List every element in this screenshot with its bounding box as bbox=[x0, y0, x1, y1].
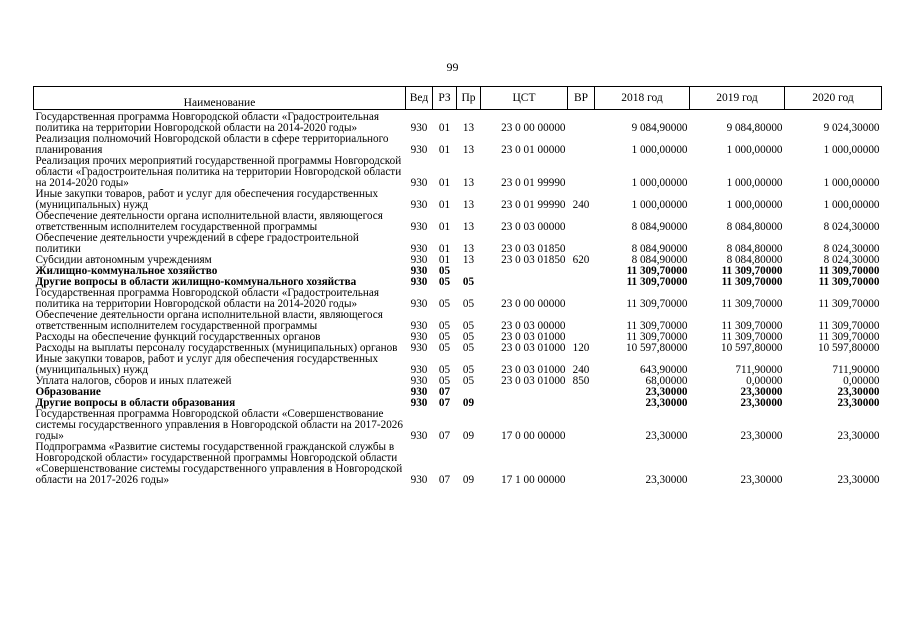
cell-name: Жилищно-коммунальное хозяйство bbox=[35, 266, 218, 277]
cell-name: Другие вопросы в области образования bbox=[35, 398, 236, 409]
table-row bbox=[34, 255, 882, 266]
cell-ved: 930 bbox=[410, 343, 428, 354]
cell-2019: 711,90000 bbox=[735, 364, 783, 376]
cell-ved: 930 bbox=[410, 332, 428, 343]
cell-2018: 11 309,70000 bbox=[626, 277, 688, 288]
cell-2018: 11 309,70000 bbox=[626, 266, 688, 277]
cell-name: Государственная программа Новгородской области «Градостроительная политика на территории Новгородской области на 2014-2020 годы» bbox=[35, 288, 380, 310]
cell-vr bbox=[568, 233, 595, 255]
table-row bbox=[34, 354, 882, 376]
cell-rz: 01 bbox=[438, 177, 451, 189]
cell-2019: 8 084,80000 bbox=[726, 255, 783, 266]
cell-2018: 11 309,70000 bbox=[626, 332, 688, 343]
cell-2019: 23,30000 bbox=[740, 398, 783, 409]
cell-rz: 01 bbox=[438, 144, 451, 156]
budget-table bbox=[33, 86, 882, 486]
cell-rz: 05 bbox=[438, 376, 451, 387]
cell-2020: 10 597,80000 bbox=[817, 343, 880, 354]
cell-vr bbox=[568, 409, 595, 442]
cell-cst: 23 0 03 01000 bbox=[501, 332, 566, 343]
cell-ved: 930 bbox=[410, 177, 428, 189]
cell-name: Иные закупки товаров, работ и услуг для обеспечения государственных (муниципальных) нужд bbox=[35, 189, 379, 211]
cell-cst: 23 0 03 01850 bbox=[501, 243, 566, 255]
cell-ved: 930 bbox=[410, 298, 428, 310]
table-row bbox=[34, 310, 882, 332]
cell-2019: 23,30000 bbox=[740, 387, 783, 398]
cell-name: Государственная программа Новгородской области «Совершенствование системы государственного управления в Новгородской области на 2017-2026 годы» bbox=[35, 409, 403, 442]
cell-pr: 05 bbox=[462, 298, 475, 310]
cell-ved: 930 bbox=[410, 266, 428, 277]
cell-2020: 11 309,70000 bbox=[818, 332, 880, 343]
cell-name: Уплата налогов, сборов и иных платежей bbox=[35, 376, 232, 387]
cell-cst bbox=[481, 277, 568, 288]
cell-ved: 930 bbox=[410, 243, 428, 255]
cell-2020: 23,30000 bbox=[837, 398, 880, 409]
cell-ved: 930 bbox=[410, 474, 428, 486]
table-row bbox=[34, 343, 882, 354]
cell-cst: 23 0 03 01000 bbox=[501, 364, 566, 376]
cell-vr: 240 bbox=[572, 199, 590, 211]
cell-name: Обеспечение деятельности учреждений в сфере градостроительной политики bbox=[35, 233, 359, 255]
table-row bbox=[34, 376, 882, 387]
cell-pr bbox=[457, 387, 481, 398]
cell-pr: 05 bbox=[462, 343, 475, 354]
cell-2020: 8 024,30000 bbox=[823, 255, 880, 266]
cell-2018: 68,00000 bbox=[645, 376, 688, 387]
table-header-row bbox=[34, 87, 882, 110]
cell-2020: 11 309,70000 bbox=[818, 298, 880, 310]
cell-2018: 10 597,80000 bbox=[625, 343, 688, 354]
cell-vr bbox=[568, 110, 595, 135]
cell-2018: 8 084,90000 bbox=[631, 255, 688, 266]
cell-pr: 09 bbox=[462, 398, 475, 409]
cell-ved: 930 bbox=[410, 277, 428, 288]
cell-name: Расходы на обеспечение функций государственных органов bbox=[35, 332, 321, 343]
cell-cst bbox=[481, 387, 568, 398]
cell-rz: 05 bbox=[438, 343, 451, 354]
cell-cst: 23 0 01 99990 bbox=[501, 199, 566, 211]
cell-2020: 8 024,30000 bbox=[823, 243, 880, 255]
cell-vr bbox=[568, 156, 595, 189]
cell-name: Иные закупки товаров, работ и услуг для обеспечения государственных (муниципальных) нужд bbox=[35, 354, 379, 376]
cell-name: Обеспечение деятельности органа исполнительной власти, являющегося ответственным исполнителем государственной программы bbox=[35, 310, 383, 332]
cell-ved: 930 bbox=[410, 255, 428, 266]
table-row bbox=[34, 134, 882, 156]
cell-2019: 23,30000 bbox=[740, 430, 783, 442]
cell-2018: 23,30000 bbox=[645, 430, 688, 442]
cell-pr: 05 bbox=[462, 376, 475, 387]
cell-rz: 05 bbox=[438, 320, 451, 332]
cell-cst: 23 0 03 01000 bbox=[501, 343, 566, 354]
cell-ved: 930 bbox=[410, 122, 428, 134]
cell-2020: 8 024,30000 bbox=[823, 221, 880, 233]
cell-2018: 23,30000 bbox=[645, 387, 688, 398]
cell-rz: 07 bbox=[438, 398, 451, 409]
cell-name: Реализация полномочий Новгородской области в сфере территориального планирования bbox=[35, 134, 389, 156]
cell-vr bbox=[568, 288, 595, 310]
cell-ved: 930 bbox=[410, 387, 428, 398]
cell-cst: 23 0 03 00000 bbox=[501, 320, 566, 332]
cell-2019: 9 084,80000 bbox=[726, 122, 783, 134]
cell-2020: 23,30000 bbox=[837, 430, 880, 442]
table-row bbox=[34, 398, 882, 409]
cell-2018: 8 084,90000 bbox=[631, 243, 688, 255]
table-row bbox=[34, 332, 882, 343]
cell-2019: 11 309,70000 bbox=[721, 320, 783, 332]
header-2019: 2019 год bbox=[690, 87, 785, 110]
cell-pr: 13 bbox=[462, 122, 475, 134]
cell-ved: 930 bbox=[410, 221, 428, 233]
cell-2018: 8 084,90000 bbox=[631, 221, 688, 233]
table-body bbox=[34, 110, 882, 487]
cell-2019: 8 084,80000 bbox=[726, 243, 783, 255]
cell-cst bbox=[481, 398, 568, 409]
cell-pr bbox=[457, 266, 481, 277]
cell-cst: 23 0 01 00000 bbox=[501, 144, 566, 156]
cell-vr bbox=[568, 134, 595, 156]
cell-vr: 240 bbox=[572, 364, 590, 376]
cell-2018: 1 000,00000 bbox=[631, 199, 688, 211]
table-row bbox=[34, 211, 882, 233]
cell-vr: 850 bbox=[572, 376, 590, 387]
cell-vr bbox=[568, 442, 595, 486]
cell-pr: 13 bbox=[462, 221, 475, 233]
cell-2020: 11 309,70000 bbox=[818, 320, 880, 332]
cell-2018: 11 309,70000 bbox=[626, 320, 688, 332]
table-row bbox=[34, 442, 882, 486]
header-rz: РЗ bbox=[433, 87, 457, 110]
header-cst: ЦСТ bbox=[481, 87, 568, 110]
cell-pr: 13 bbox=[462, 177, 475, 189]
cell-vr bbox=[568, 332, 595, 343]
cell-2020: 1 000,00000 bbox=[823, 177, 880, 189]
cell-name: Реализация прочих мероприятий государственной программы Новгородской области «Градостроительная политика на территории Новгородской области на 2014-2020 годы» bbox=[35, 156, 402, 189]
cell-rz: 05 bbox=[438, 277, 451, 288]
cell-rz: 05 bbox=[438, 298, 451, 310]
cell-cst: 23 0 01 99990 bbox=[501, 177, 566, 189]
cell-2020: 1 000,00000 bbox=[823, 144, 880, 156]
cell-rz: 01 bbox=[438, 122, 451, 134]
cell-2018: 643,90000 bbox=[639, 364, 688, 376]
cell-pr: 05 bbox=[462, 277, 475, 288]
cell-pr: 05 bbox=[462, 364, 475, 376]
cell-2018: 1 000,00000 bbox=[631, 177, 688, 189]
cell-2020: 9 024,30000 bbox=[823, 122, 880, 134]
cell-cst: 23 0 03 01850 bbox=[501, 255, 566, 266]
cell-vr: 120 bbox=[572, 343, 590, 354]
cell-ved: 930 bbox=[410, 376, 428, 387]
cell-2019: 10 597,80000 bbox=[720, 343, 783, 354]
table-row bbox=[34, 266, 882, 277]
cell-2019: 0,00000 bbox=[746, 376, 783, 387]
cell-cst: 23 0 00 00000 bbox=[501, 298, 566, 310]
table-row bbox=[34, 189, 882, 211]
table-row bbox=[34, 288, 882, 310]
cell-2020: 23,30000 bbox=[837, 474, 880, 486]
cell-2019: 1 000,00000 bbox=[726, 199, 783, 211]
cell-name: Другие вопросы в области жилищно-коммунального хозяйства bbox=[35, 277, 357, 288]
cell-vr bbox=[568, 310, 595, 332]
cell-vr bbox=[568, 398, 595, 409]
cell-vr bbox=[568, 277, 595, 288]
header-pr: Пр bbox=[457, 87, 481, 110]
table-row bbox=[34, 233, 882, 255]
cell-rz: 05 bbox=[438, 266, 451, 277]
cell-2020: 11 309,70000 bbox=[818, 266, 880, 277]
cell-2020: 0,00000 bbox=[843, 376, 880, 387]
cell-cst: 23 0 03 00000 bbox=[501, 221, 566, 233]
table-row bbox=[34, 277, 882, 288]
cell-name: Субсидии автономным учреждениям bbox=[35, 255, 212, 266]
cell-2019: 1 000,00000 bbox=[726, 144, 783, 156]
cell-ved: 930 bbox=[410, 144, 428, 156]
cell-2019: 11 309,70000 bbox=[721, 298, 783, 310]
cell-2020: 11 309,70000 bbox=[818, 277, 880, 288]
cell-rz: 07 bbox=[438, 474, 451, 486]
cell-cst: 23 0 03 01000 bbox=[501, 376, 566, 387]
cell-pr: 13 bbox=[462, 199, 475, 211]
cell-vr bbox=[568, 387, 595, 398]
cell-cst: 17 1 00 00000 bbox=[501, 474, 566, 486]
cell-name: Образование bbox=[35, 387, 101, 398]
cell-name: Расходы на выплаты персоналу государственных (муниципальных) органов bbox=[35, 343, 398, 354]
cell-pr: 13 bbox=[462, 243, 475, 255]
cell-vr: 620 bbox=[572, 255, 590, 266]
cell-2019: 8 084,80000 bbox=[726, 221, 783, 233]
cell-pr: 05 bbox=[462, 332, 475, 343]
cell-ved: 930 bbox=[410, 398, 428, 409]
cell-ved: 930 bbox=[410, 320, 428, 332]
cell-2018: 23,30000 bbox=[645, 474, 688, 486]
cell-2019: 1 000,00000 bbox=[726, 177, 783, 189]
cell-ved: 930 bbox=[410, 199, 428, 211]
cell-rz: 01 bbox=[438, 221, 451, 233]
cell-name: Подпрограмма «Развитие системы государственной гражданской службы в Новгородской области» государственной программы Новгородской области «Совершенствование системы государственного управления в Новгородской области на 2017-2026 годы» bbox=[35, 442, 403, 486]
header-ved: Вед bbox=[406, 87, 433, 110]
page-number: 99 bbox=[446, 60, 459, 74]
table-row bbox=[34, 110, 882, 135]
cell-pr: 09 bbox=[462, 474, 475, 486]
cell-rz: 07 bbox=[438, 387, 451, 398]
table-row bbox=[34, 156, 882, 189]
cell-rz: 07 bbox=[438, 430, 451, 442]
cell-rz: 05 bbox=[438, 332, 451, 343]
cell-rz: 05 bbox=[438, 364, 451, 376]
header-vr: ВР bbox=[568, 87, 595, 110]
cell-pr: 13 bbox=[462, 144, 475, 156]
header-2018: 2018 год bbox=[595, 87, 690, 110]
cell-2020: 23,30000 bbox=[837, 387, 880, 398]
cell-vr bbox=[568, 266, 595, 277]
cell-2018: 23,30000 bbox=[645, 398, 688, 409]
cell-2020: 711,90000 bbox=[832, 364, 880, 376]
cell-ved: 930 bbox=[410, 364, 428, 376]
cell-2020: 1 000,00000 bbox=[823, 199, 880, 211]
cell-rz: 01 bbox=[438, 199, 451, 211]
cell-2019: 23,30000 bbox=[740, 474, 783, 486]
cell-cst: 17 0 00 00000 bbox=[501, 430, 566, 442]
cell-pr: 09 bbox=[462, 430, 475, 442]
table-row bbox=[34, 409, 882, 442]
cell-cst bbox=[481, 266, 568, 277]
cell-2018: 1 000,00000 bbox=[631, 144, 688, 156]
cell-pr: 13 bbox=[462, 255, 475, 266]
cell-cst: 23 0 00 00000 bbox=[501, 122, 566, 134]
cell-pr: 05 bbox=[462, 320, 475, 332]
header-2020: 2020 год bbox=[785, 87, 882, 110]
cell-rz: 01 bbox=[438, 255, 451, 266]
cell-2019: 11 309,70000 bbox=[721, 266, 783, 277]
cell-2018: 9 084,90000 bbox=[631, 122, 688, 134]
cell-name: Государственная программа Новгородской области «Градостроительная политика на территории Новгородской области на 2014-2020 годы» bbox=[35, 111, 380, 134]
cell-2018: 11 309,70000 bbox=[626, 298, 688, 310]
header-name: Наименование bbox=[34, 87, 406, 110]
cell-2019: 11 309,70000 bbox=[721, 332, 783, 343]
cell-vr bbox=[568, 211, 595, 233]
table-row bbox=[34, 387, 882, 398]
cell-2019: 11 309,70000 bbox=[721, 277, 783, 288]
cell-name: Обеспечение деятельности органа исполнительной власти, являющегося ответственным исполнителем государственной программы bbox=[35, 211, 383, 233]
cell-rz: 01 bbox=[438, 243, 451, 255]
cell-ved: 930 bbox=[410, 430, 428, 442]
